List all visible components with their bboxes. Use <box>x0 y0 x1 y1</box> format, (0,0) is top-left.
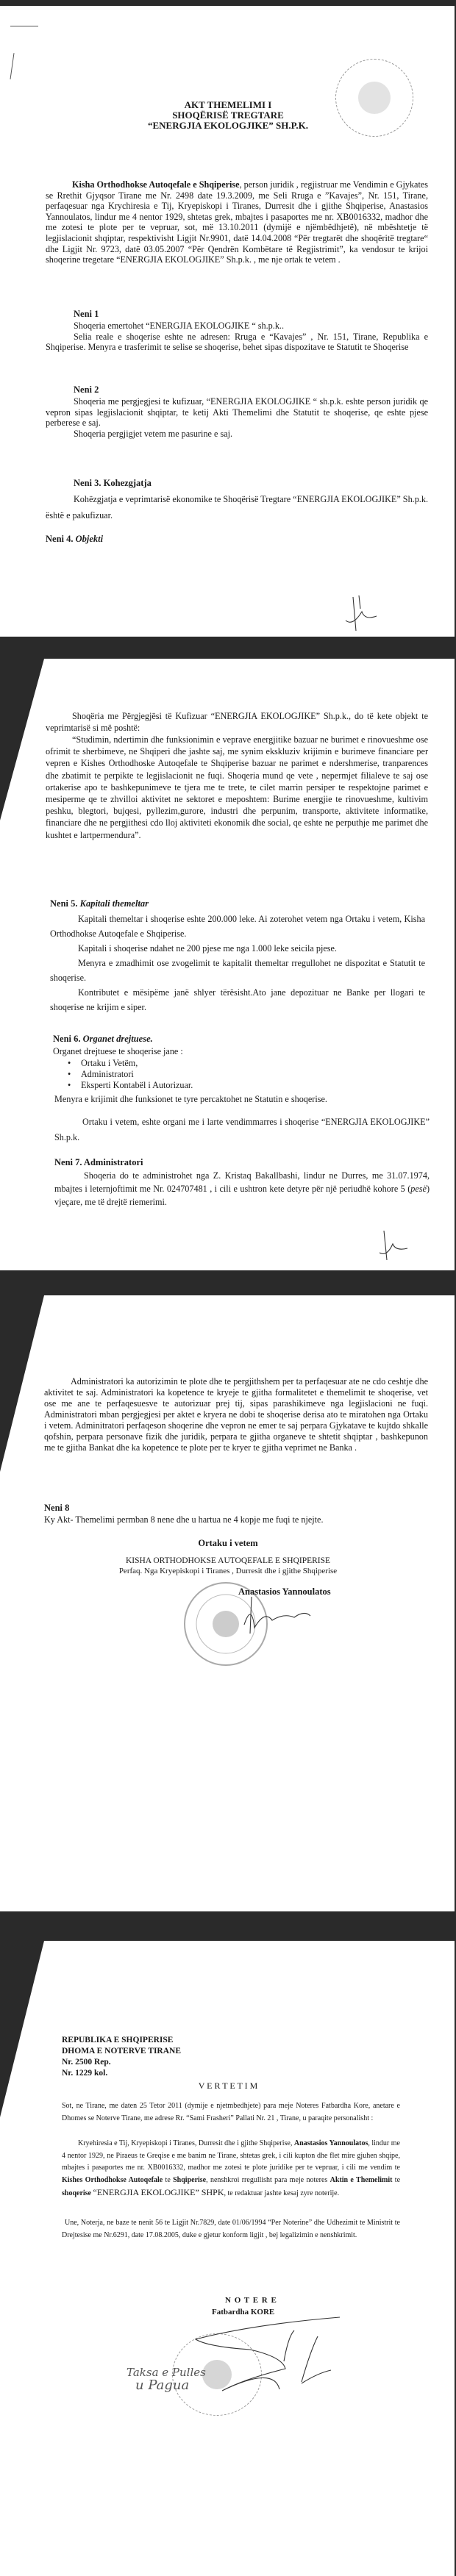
article-8-heading: Neni 8 <box>44 1503 70 1513</box>
document-title <box>0 100 455 131</box>
scan-mark <box>10 53 14 79</box>
header-line: DHOMA E NOTERVE TIRANE <box>62 2047 182 2056</box>
article-6-heading <box>53 1034 153 1045</box>
article-7-heading: Neni 7. Administratori <box>54 1157 143 1167</box>
certificate-body <box>62 2138 400 2200</box>
page-1 <box>0 6 455 637</box>
article-7-body <box>54 1169 430 1209</box>
governing-bodies-list <box>68 1058 193 1091</box>
text: , nenshkroi rregullisht para meje noteres <box>206 2175 330 2184</box>
article-3-heading: Neni 3. Kohezgjatja <box>74 478 152 488</box>
article-1-body <box>46 321 428 353</box>
signatory-name: Anastasios Yannoulatos <box>238 1586 331 1597</box>
page-2 <box>0 659 455 1270</box>
text: Kryehiresia e Tij, Kryepiskopi i Tiranes, Durresit dhe i gjithe Shqiperise, <box>78 2139 294 2147</box>
article-1-heading: Neni 1 <box>74 309 99 319</box>
article-2-liability: Shoqeria me pergjegjesi te kufizuar, “ENERGJIA EKOLOGJIKE “ sh.p.k. eshte person juridik qe vepron sipas legjislacionit shqiptar, te ketij Akti Themelimi dhe Statutit te shoqerise, qe eshte pjese perberese e saj. <box>46 396 428 429</box>
header-line: REPUBLIKA E SHQIPERISE <box>62 2036 174 2044</box>
article-6-title: Organet drejtuese. <box>82 1034 153 1044</box>
article-5-capital: Kapitali themeltar i shoqerise eshte 200.000 leke. Ai zoterohet vetem nga Ortaku i vetem, Kisha Orthodhokse Autoqefale e Shqiperise. <box>50 914 425 939</box>
certificate-title: V E R T E T I M <box>198 2081 258 2091</box>
article-6-intro: Organet drejtuese te shoqerise jane : <box>53 1046 183 1056</box>
article-7-text-end: ) vjeçare, me të drejtë riemerimi. <box>54 1184 430 1207</box>
scan-shadow <box>0 1295 44 1472</box>
article-4-title: Objekti <box>75 534 104 544</box>
article-6-number: Neni 6. <box>53 1034 83 1044</box>
church-representative: Perfaq. Nga Kryepiskopi i Tiranes , Durresit dhe i gjithe Shqiperise <box>118 1567 338 1575</box>
fee-stamp-line: Taksa e Pulles <box>127 2366 206 2379</box>
article-5-body <box>50 912 425 1015</box>
notary-signature <box>163 2314 347 2403</box>
article-1-name: Shoqeria emertohet “ENERGJIA EKOLOGJIKE “ sh.p.k.. <box>74 321 285 331</box>
notary-office-header <box>62 2035 181 2079</box>
article-1-seat: Selia reale e shoqerise eshte ne adresen: Rruga e “Kavajes” , Nr. 151, Tirane, Republika e Shqiperise. Menyra e trasferimit te selise se shoqerise, behet sipas dispozitave te Statutit te Shoqerise <box>46 331 428 353</box>
bold-text: Kishes Orthodhokse Autoqefale <box>62 2175 163 2184</box>
bold-text: Aktin e Themelimit <box>329 2175 393 2184</box>
text: , te redaktuar jashte kesaj zyre noterije. <box>224 2189 340 2198</box>
founder-name: Kisha Orthodhokse Autoqefale e Shqiperise <box>72 179 240 190</box>
article-5-contributions: Kontributet e mësipëme janë shlyer tërësisht.Ato jane depozituar ne Banke per llogari te shoqerise ne krijim e siper. <box>50 987 425 1012</box>
article-2-assets: Shoqeria pergjigjet vetem me pasurine e saj. <box>74 428 233 439</box>
signatory-signature <box>243 1595 316 1639</box>
article-8-body: Ky Akt- Themelimi permban 8 nene dhe u hartua ne 4 kopje me fuqi te njejte. <box>44 1514 324 1525</box>
article-6-sole-partner: Ortaku i vetem, eshte organi me i larte vendimmarres i shoqerise “ENERGJIA EKOLOGJIKE” Sh.p.k. <box>54 1117 430 1142</box>
initials-signature <box>377 1229 413 1262</box>
church-name: KISHA ORTHODHOKSE AUTOQEFALE E SHQIPERISE <box>125 1556 331 1565</box>
administrator-powers-paragraph: Administratori ka autorizimin te plote dhe te pergjithshem per ta perfaqesuar ate ne cdo ceshtje dhe aktivitet te saj. Administratori ka kopetence te kryeje te gjitha formalitetet e themelimit te shoqerise, vet ose me ane te perfaqesuesve te autorizuar prej tij, sipas parashikimeve nga legjislacioni ne fuqi. Administratori mban pergjegjesi per aktet e kryera ne dobi te shoqerise derisa ato te miratohen nga Ortaku i vetem. Adminitratori perfaqeson shoqerine dhe vepron ne emer te saj perpara Gjykatave te kujtdo shkalle qofshin, perpara personave fizik dhe juridik, perpara te gjitha organeve te shtetit shqiptar , bashkepunon me te gjitha Bankat dhe ka kopetence te plote per te kryer te gjitha veprimet ne Banka . <box>44 1376 428 1453</box>
intro-text: , person juridik , regjistruar me Vendimin e Gjykates se Rrethit Gjyqsor Tirane me Nr. 2498 date 19.3.2009, me Seli Rruga e ”Kavajes”, Nr. 151, Tirane, perfaqesuar nga Krychiresia e Tij, Kryepiskopi i Tiranes, Durresit dhe i gjithe Shqiperise, Anastasios Yannoulatos, lindur me 4 nentor 1929, shtetas grek, mbajtes i pasaportes me nr. XB0016332, madhor dhe me zotesi te plote per te vepruar, sot, më 13.10.2011 (dymijë e njëmbëdhjetë), në mbështetje të legjislacionit shqiptar, respektivisht Ligjit Nr.9901, datë 14.04.2008 “Për tregtarët dhe shoqëritë tregtare“ dhe Ligjit Nr. 9723, datë 03.05.2007 “Për Qendrën Kombëtare të Regjistrimit”, ka vendosur te krijoi shoqerine tregetare “ENERGJIA EKOLOGJIKE” Sh.p.k. , me nje ortak te vetem . <box>46 179 428 265</box>
text: te <box>392 2175 401 2184</box>
title-line: “ENERGJIA EKOLOGJIKE” SH.P.K. <box>147 120 309 131</box>
notary-label: N O T E R E <box>225 2296 277 2305</box>
fee-stamp-line: u Pagua <box>135 2378 190 2393</box>
header-line: Nr. 1229 kol. <box>62 2069 108 2078</box>
list-item: • Eksperti Kontabël i Autorizuar. <box>68 1080 193 1091</box>
page-3 <box>0 1295 455 1911</box>
article-2-body <box>46 396 428 439</box>
intro-paragraph <box>46 179 428 265</box>
article-5-title: Kapitali themeltar <box>79 898 149 909</box>
title-line: AKT THEMELIMI I <box>184 99 272 110</box>
article-6-functions: Menyra e krijimit dhe funksionet te tyre percaktohet ne Statutin e shoqerise. <box>54 1094 327 1104</box>
company-name: “ENERGJIA EKOLOGJIKE” SHPK <box>93 2187 224 2198</box>
article-5-heading <box>50 898 149 909</box>
article-4-object: “Studimin, ndertimin dhe funksionimin e veprave energjitike bazuar ne burimet e rinovueshme ose ofrimit te sherbimeve, ne Shqiperi dhe jashte saj, me synim ekskluziv krijimin e burimeve financiare per vepren e Kishes Orthodhoske Autoqefale te Shqiperise bazuar ne parimet e ndershmerise, tranparences dhe zbatimit te perpikte te legjislacionit ne fuqi. Shoqeria mund qe vete , nepermjet filialeve te saj ose ortakerise apo te bashkepunimeve te tjera me te trete, te cilet marrin persiper te respektojne parimet e mesiperme qe te zhvilloi aktivitet ne sektoret e meposhtem: Burime energjie te rinovueshme, kultivim peshku, blegtori, bujqesi, pyllezim,gurore, industri dhe perpunim, transporte, aktivitete informatike, financiare dhe ne pergjithesi cdo lloj aktiviteti ekonomik dhe social, qe eshte ne perputhje me parimet dhe kushtet e lartpermendura”. <box>46 734 428 840</box>
text: te <box>163 2175 174 2184</box>
sole-partner-label: Ortaku i vetem <box>198 1538 258 1548</box>
header-line: Nr. 2500 Rep. <box>62 2058 111 2067</box>
notary-name: Fatbardha KORE <box>212 2308 275 2316</box>
article-5-change: Menyra e zmadhimit ose zvogelimit te kapitalit themeltar rregullohet ne dispozitat e Statutit te shoqerise. <box>50 958 425 983</box>
article-4-intro: Shoqëria me Përgjegjësi të Kufizuar “ENERGJIA EKOLOGJIKE” Sh.p.k., do të kete objekt te veprimtarisë si më poshtë: <box>46 711 428 733</box>
list-item: • Ortaku i Vetëm, <box>68 1058 193 1069</box>
scan-shadow <box>0 659 44 820</box>
article-4-number: Neni 4. <box>46 534 76 544</box>
list-item: • Administratori <box>68 1069 193 1080</box>
article-2-heading: Neni 2 <box>74 384 99 395</box>
title-line: SHOQËRISË TREGTARE <box>172 110 284 121</box>
bold-text: Anastasios Yannoulatos <box>293 2139 368 2147</box>
bold-text: shoqerise <box>62 2189 91 2198</box>
article-5-number: Neni 5. <box>50 898 80 909</box>
article-5-shares: Kapitali i shoqerise ndahet ne 200 pjese me nga 1.000 leke seicila pjese. <box>78 943 337 954</box>
certificate-opening: Sot, ne Tirane, me daten 25 Tetor 2011 (dymije e njetmbedhjete) para meje Noteres Fatbardha Kore, anetare e Dhomes se Noterve Tirane, me adrese Rr. “Sami Frasheri” Pallati Nr. 21 , Tirane, u paraqite personalisht : <box>62 2102 400 2122</box>
article-4-heading <box>46 534 103 545</box>
article-3-body: Kohëzgjatja e veprimtarisë ekonomike te Shoqërisë Tregtare “ENERGJIA EKOLOGJIKE” Sh.p.k. është e pakufizuar. <box>46 494 428 520</box>
article-7-text: Shoqeria do te administrohet nga Z. Kristaq Bakallbashi, lindur ne Durres, me 31.07.1974, mbajtes i leternjoftimit me Nr. 024707481 , i cili e ushtron kete detyre për një periudhë kohore 5 ( <box>54 1170 430 1194</box>
article-7-term-word: pesë <box>410 1184 427 1194</box>
certificate-legalization: Une, Noterja, ne baze te nenit 56 te Ligjit Nr.7829, date 01/06/1994 “Per Noterine” dhe Udhezimit te Ministrit te Drejtesise me Nr.6291, date 17.08.2005, duke e gjetur konform ligjit , bej legalizimin e nenshkrimit. <box>62 2219 400 2239</box>
bold-text: Shqiperise <box>173 2175 207 2184</box>
initials-signature <box>340 594 384 631</box>
page-4 <box>0 1941 455 2576</box>
text: , lindur me 4 nentor 1929, ne Piraeus te Greqise e me banim ne Tirane, shtetas grek, i cili kupton dhe flet mire gjuhen shqipe, mbajtes i pasaportes me nr. XB0016332, madhor me zotesi te plote juridike per te vepruar, i cili me vendim te <box>62 2139 400 2172</box>
